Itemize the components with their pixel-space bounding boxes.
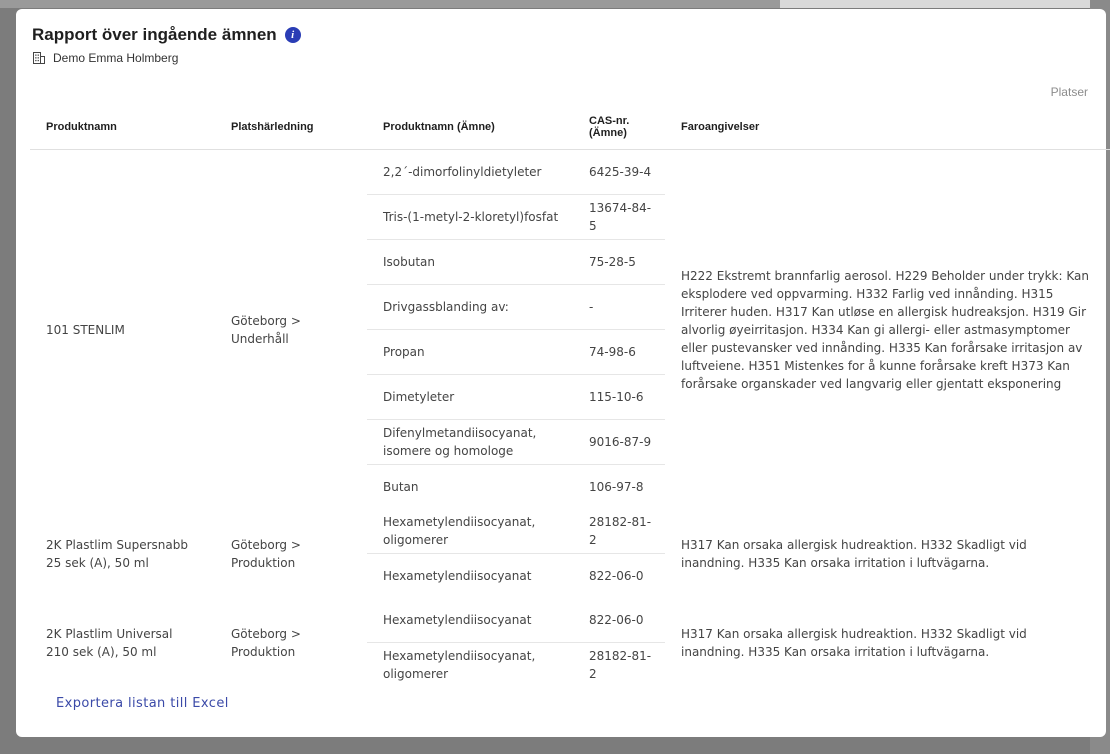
substance-name-cell: Isobutan — [367, 240, 577, 285]
cas-number-cell: 9016-87-9 — [577, 420, 665, 465]
product-name-cell: 2K Plastlim Universal 210 sek (A), 50 ml — [46, 626, 173, 659]
cas-number-cell: 106-97-8 — [589, 480, 644, 494]
header-cas-number[interactable]: CAS-nr. (Ämne) — [577, 105, 665, 150]
substance-name-cell: Hexametylendiisocyanat — [367, 598, 577, 643]
hazard-statements-cell: H222 Ekstremt brannfarlig aerosol. H229 Beholder under trykk: Kan eksplodere ved oppvarming. H332 Farlig ved innånding. H315 Irriterer huden. H317 Kan utløse en allergisk hudreaksjon. H319 Gir alvorlig øyeirritasjon. H334 Kan gi allergi- eller astmasymptomer eller pustevansker ved innånding. H335 Kan forårsake irritasjon av luftveiene. H351 Mistenkes for å kunne forårsake kreft H373 Kan forårsake organskader ved langvarig eller gjentatt eksponering — [681, 268, 1089, 391]
substance-name-cell: Dimetyleter — [367, 375, 577, 420]
cas-number-cell: 74-98-6 — [577, 330, 665, 375]
cas-number-cell: 822-06-0 — [577, 598, 665, 643]
cas-number-cell: 75-28-5 — [577, 240, 665, 285]
substance-name-cell: Hexametylendiisocyanat, oligomerer — [367, 509, 577, 554]
background-panel — [780, 0, 1090, 8]
location-path-cell: Göteborg > Produktion — [231, 537, 301, 570]
product-name-cell: 101 STENLIM — [46, 322, 125, 337]
header-product-name[interactable]: Produktnamn — [30, 105, 215, 150]
modal-header — [32, 25, 301, 45]
substance-name-cell: 2,2´-dimorfolinyldietyleter — [367, 150, 577, 195]
cas-number-cell: 28182-81-2 — [577, 509, 665, 554]
substance-name-cell: Propan — [367, 330, 577, 375]
cas-number-cell: 115-10-6 — [577, 375, 665, 420]
report-table-container[interactable] — [30, 105, 1110, 681]
substance-name-cell: Butan — [383, 480, 419, 494]
info-icon[interactable]: i — [285, 27, 301, 43]
cas-number-cell: 822-06-0 — [589, 569, 644, 583]
cas-number-cell: 28182-81-2 — [589, 649, 652, 681]
hazard-statements-cell: H317 Kan orsaka allergisk hudreaktion. H332 Skadligt vid inandning. H335 Kan orsaka irritation i luftvägarna. — [681, 626, 1027, 659]
substance-report-modal — [16, 9, 1106, 737]
organization-row — [32, 51, 178, 65]
table-body — [30, 150, 1110, 688]
cas-number-cell: - — [577, 285, 665, 330]
substance-name-cell: Difenylmetandiisocyanat, isomere og homologe — [367, 420, 577, 465]
export-excel-link[interactable]: Exportera listan till Excel — [56, 696, 229, 711]
substance-name-cell: Hexametylendiisocyanat — [383, 569, 532, 583]
header-substance-name[interactable]: Produktnamn (Ämne) — [367, 105, 577, 150]
substance-name-cell: Hexametylendiisocyanat, oligomerer — [383, 649, 536, 681]
table-row — [30, 598, 1110, 643]
location-path-cell: Göteborg > Underhåll — [231, 313, 301, 346]
cas-number-cell: 13674-84-5 — [577, 195, 665, 240]
building-icon — [32, 51, 46, 65]
cas-number-cell: 6425-39-4 — [577, 150, 665, 195]
substance-name-cell: Drivgassblanding av: — [367, 285, 577, 330]
report-table — [30, 105, 1110, 687]
organization-name: Demo Emma Holmberg — [53, 51, 179, 65]
substance-name-cell: Tris-(1-metyl-2-kloretyl)fosfat — [367, 195, 577, 240]
locations-filter-label[interactable]: Platser — [1050, 85, 1088, 99]
hazard-statements-cell: H317 Kan orsaka allergisk hudreaktion. H332 Skadligt vid inandning. H335 Kan orsaka irritation i luftvägarna. — [681, 537, 1027, 570]
product-name-cell: 2K Plastlim Supersnabb 25 sek (A), 50 ml — [46, 537, 188, 570]
header-location-path[interactable]: Platshärledning — [215, 105, 367, 150]
table-row — [30, 150, 1110, 195]
table-header-row — [30, 105, 1110, 150]
table-row — [30, 509, 1110, 554]
modal-title: Rapport över ingående ämnen — [32, 25, 277, 44]
header-hazard-statements[interactable]: Faroangivelser — [665, 105, 1110, 150]
location-path-cell: Göteborg > Produktion — [231, 626, 301, 659]
